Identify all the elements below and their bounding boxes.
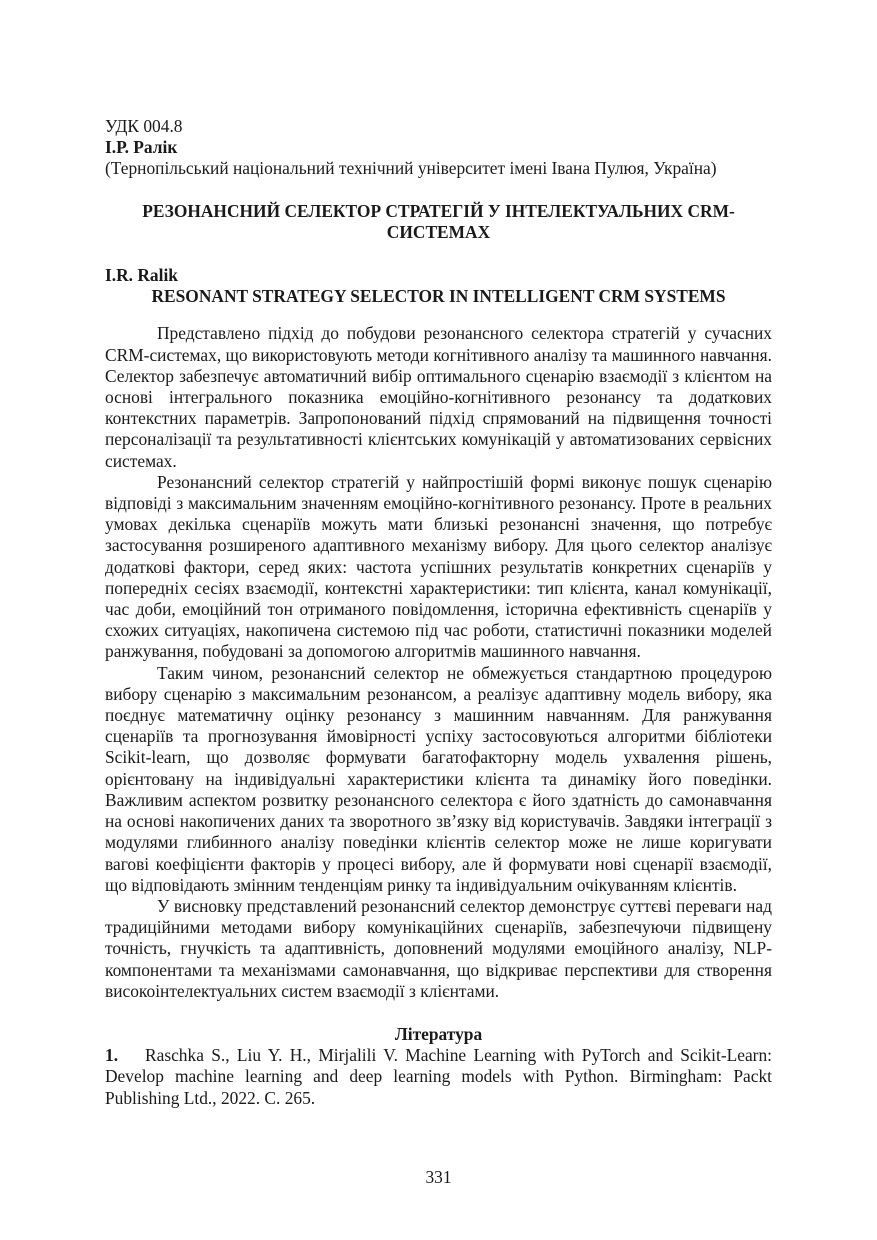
- title-en: RESONANT STRATEGY SELECTOR IN INTELLIGENT CRM SYSTEMS: [151, 286, 726, 307]
- paragraph-adaptive-model: Таким чином, резонансний селектор не обмежується стандартною процедурою вибору сценарію з максимальним резонансом, а реалізує адаптивну модель вибору, яка поєднує математичну оцінку резонансу з машинним навчанням. Для ранжування сценаріїв та прогнозування ймовірності успіху застосовуються алгоритми бібліотеки Scikit-learn, що дозволяє формувати багатофакторну модель ухвалення рішень, орієнтовану на індивідуальні характеристики клієнта та динаміку його поведінки. Важливим аспектом розвитку резонансного селектора є його здатність до самонавчання на основі накопичених даних та зворотного зв’язку від користувачів. Завдяки інтеграції з модулями глибинного аналізу поведінки клієнтів селектор може не лише коригувати вагові коефіцієнти факторів у процесі вибору, але й формувати нові сценарії взаємодії, що відповідають змінним тенденціям ринку та індивідуальним очікуванням клієнтів.: [105, 662, 772, 895]
- paragraph-conclusion: У висновку представлений резонансний селектор демонструє суттєві переваги над традиційними методами вибору комунікаційних сценаріїв, забезпечуючи підвищену точність, гнучкість та адаптивність, доповнений модулями емоційного аналізу, NLP-компонентами та механізмами самонавчання, що відкриває перспективи для створення високоінтелектуальних систем взаємодії з клієнтами.: [105, 895, 772, 1001]
- reference-text: Raschka S., Liu Y. H., Mirjalili V. Machine Learning with PyTorch and Scikit-Learn: Develop machine learning and deep learning models with Python. Birmingham: Packt Publishing Ltd., 2022. С. 265.: [105, 1045, 772, 1108]
- reference-item: [105, 1045, 772, 1109]
- author-en: I.R. Ralik: [105, 265, 178, 286]
- affiliation: (Тернопільський національний технічний університет імені Івана Пулюя, Україна): [105, 158, 717, 179]
- paragraph-intro: Представлено підхід до побудови резонансного селектора стратегій у сучасних CRM-системах, що використовують методи когнітивного аналізу та машинного навчання. Селектор забезпечує автоматичний вибір оптимального сценарію взаємодії з клієнтом на основі інтегрального показника емоційно-когнітивного резонансу та додаткових контекстних параметрів. Запропонований підхід спрямований на підвищення точності персоналізації та результативності клієнтських комунікацій у автоматизованих сервісних системах.: [105, 323, 772, 471]
- udc-code: УДК 004.8: [105, 116, 183, 136]
- page-number: 331: [425, 1167, 452, 1187]
- body-text: [105, 323, 772, 1002]
- author-ua: І.Р. Ралік: [105, 137, 178, 158]
- title-ua: РЕЗОНАНСНИЙ СЕЛЕКТОР СТРАТЕГІЙ У ІНТЕЛЕКТУАЛЬНИХ CRM-СИСТЕМАХ: [142, 200, 735, 242]
- references-heading: Література: [394, 1023, 483, 1044]
- paragraph-selector-factors: Резонансний селектор стратегій у найпростішій формі виконує пошук сценарію відповіді з максимальним значенням емоційно-когнітивного резонансу. Проте в реальних умовах декілька сценаріїв можуть мати близькі резонансні значення, що потребує застосування розширеного адаптивного механізму вибору. Для цього селектор аналізує додаткові фактори, серед яких: частота успішних результатів конкретних сценаріїв у попередніх сесіях взаємодії, контекстні характеристики: тип клієнта, канал комунікації, час доби, емоційний тон отриманого повідомлення, історична ефективність сценаріїв у схожих ситуаціях, накопичена системою під час роботи, статистичні показники моделей ранжування, побудовані за допомогою алгоритмів машинного навчання.: [105, 471, 772, 662]
- paper-page: [105, 116, 772, 1109]
- reference-number: 1.: [105, 1045, 119, 1066]
